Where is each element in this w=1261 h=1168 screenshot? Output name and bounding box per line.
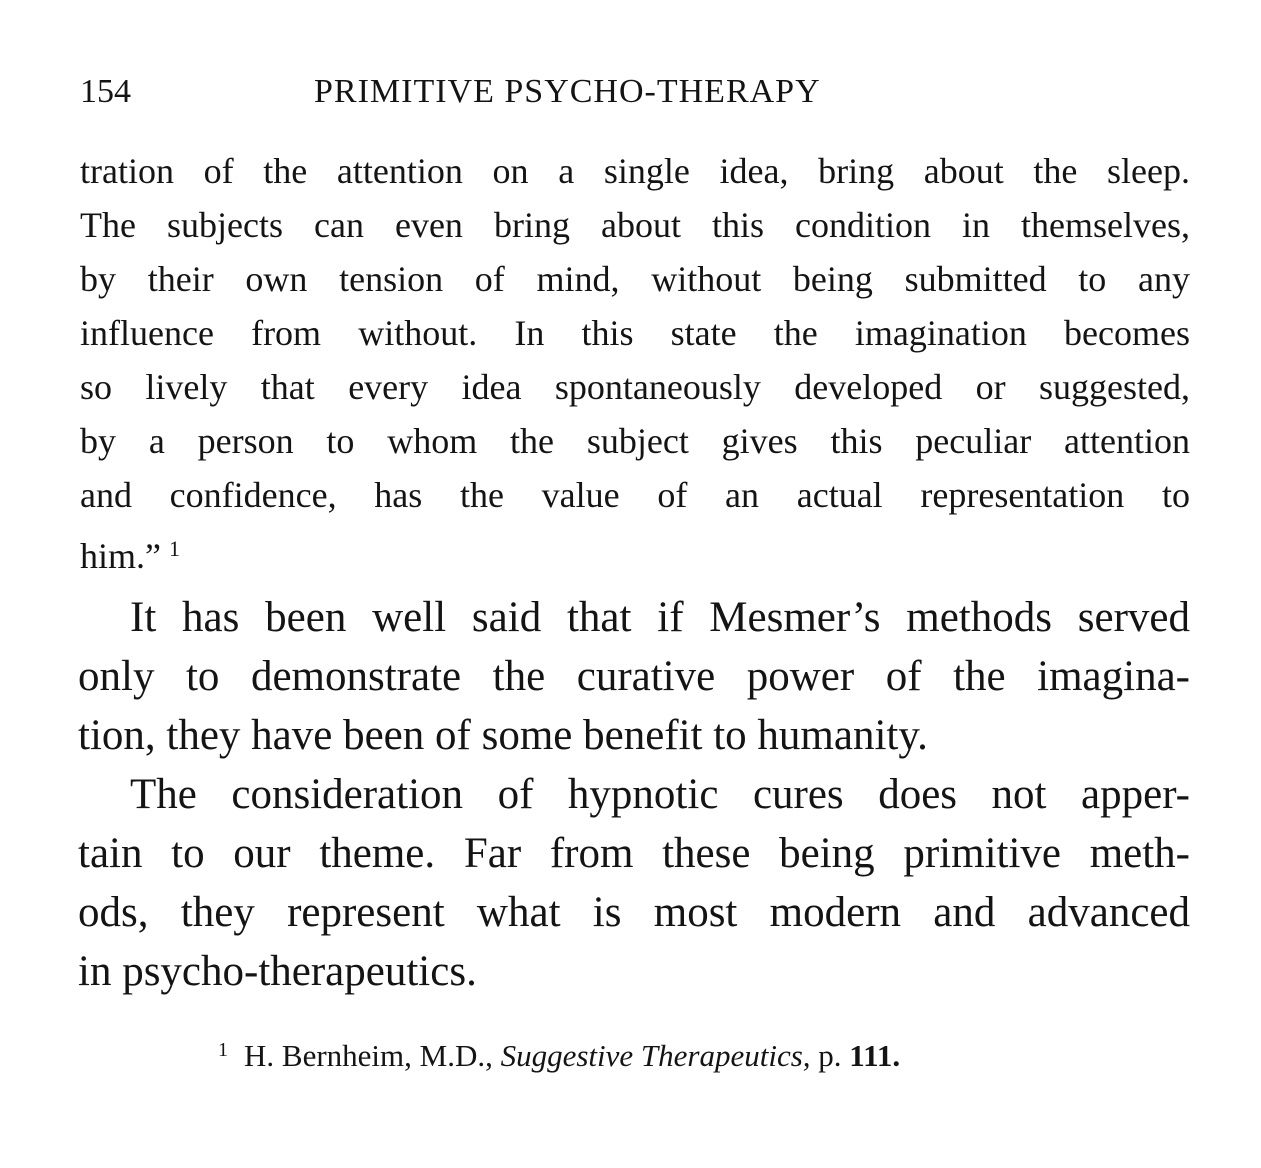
paragraph-2-line: tain to our theme. Far from these being primitive meth- bbox=[78, 830, 1190, 877]
footnote-author: H. Bernheim, M.D., bbox=[244, 1038, 493, 1073]
running-title: PRIMITIVE PSYCHO-THERAPY bbox=[314, 73, 821, 110]
quote-line: and confidence, has the value of an actual representation to bbox=[80, 475, 1190, 515]
quote-line: by a person to whom the subject gives this peculiar attention bbox=[80, 421, 1190, 461]
page-number: 154 bbox=[80, 73, 131, 110]
paragraph-2-line: ods, they represent what is most modern and advanced bbox=[78, 889, 1190, 936]
quote-line: tration of the attention on a single idea, bring about the sleep. bbox=[80, 151, 1190, 191]
paragraph-1-line: tion, they have been of some benefit to humanity. bbox=[78, 712, 928, 759]
footnote bbox=[218, 1026, 1118, 1080]
paragraph-1-line: It has been well said that if Mesmer’s methods served bbox=[130, 594, 1190, 641]
footnote-marker: 1 bbox=[218, 1039, 228, 1061]
quote-line: The subjects can even bring about this condition in themselves, bbox=[80, 205, 1190, 245]
footnote-page-prefix: p. bbox=[818, 1038, 842, 1073]
footnote-title: Suggestive Therapeutics, bbox=[500, 1038, 811, 1073]
quoted-passage bbox=[80, 144, 1190, 576]
quote-line-text: him.” bbox=[80, 536, 161, 576]
body-text bbox=[78, 588, 1190, 1001]
paragraph-1-line: only to demonstrate the curative power of the imagina- bbox=[78, 653, 1190, 700]
paragraph-2-line: in psycho-therapeutics. bbox=[78, 948, 477, 995]
paragraph-2-line: The consideration of hypnotic cures does not apper- bbox=[130, 771, 1190, 818]
footnote-reference: 1 bbox=[168, 536, 180, 561]
quote-line: by their own tension of mind, without being submitted to any bbox=[80, 259, 1190, 299]
quote-last-line bbox=[80, 522, 1190, 576]
page-header bbox=[80, 68, 1190, 116]
quote-line: so lively that every idea spontaneously developed or suggested, bbox=[80, 367, 1190, 407]
quote-line: influence from without. In this state the imagination becomes bbox=[80, 313, 1190, 353]
footnote-page-number: 111. bbox=[849, 1038, 901, 1073]
